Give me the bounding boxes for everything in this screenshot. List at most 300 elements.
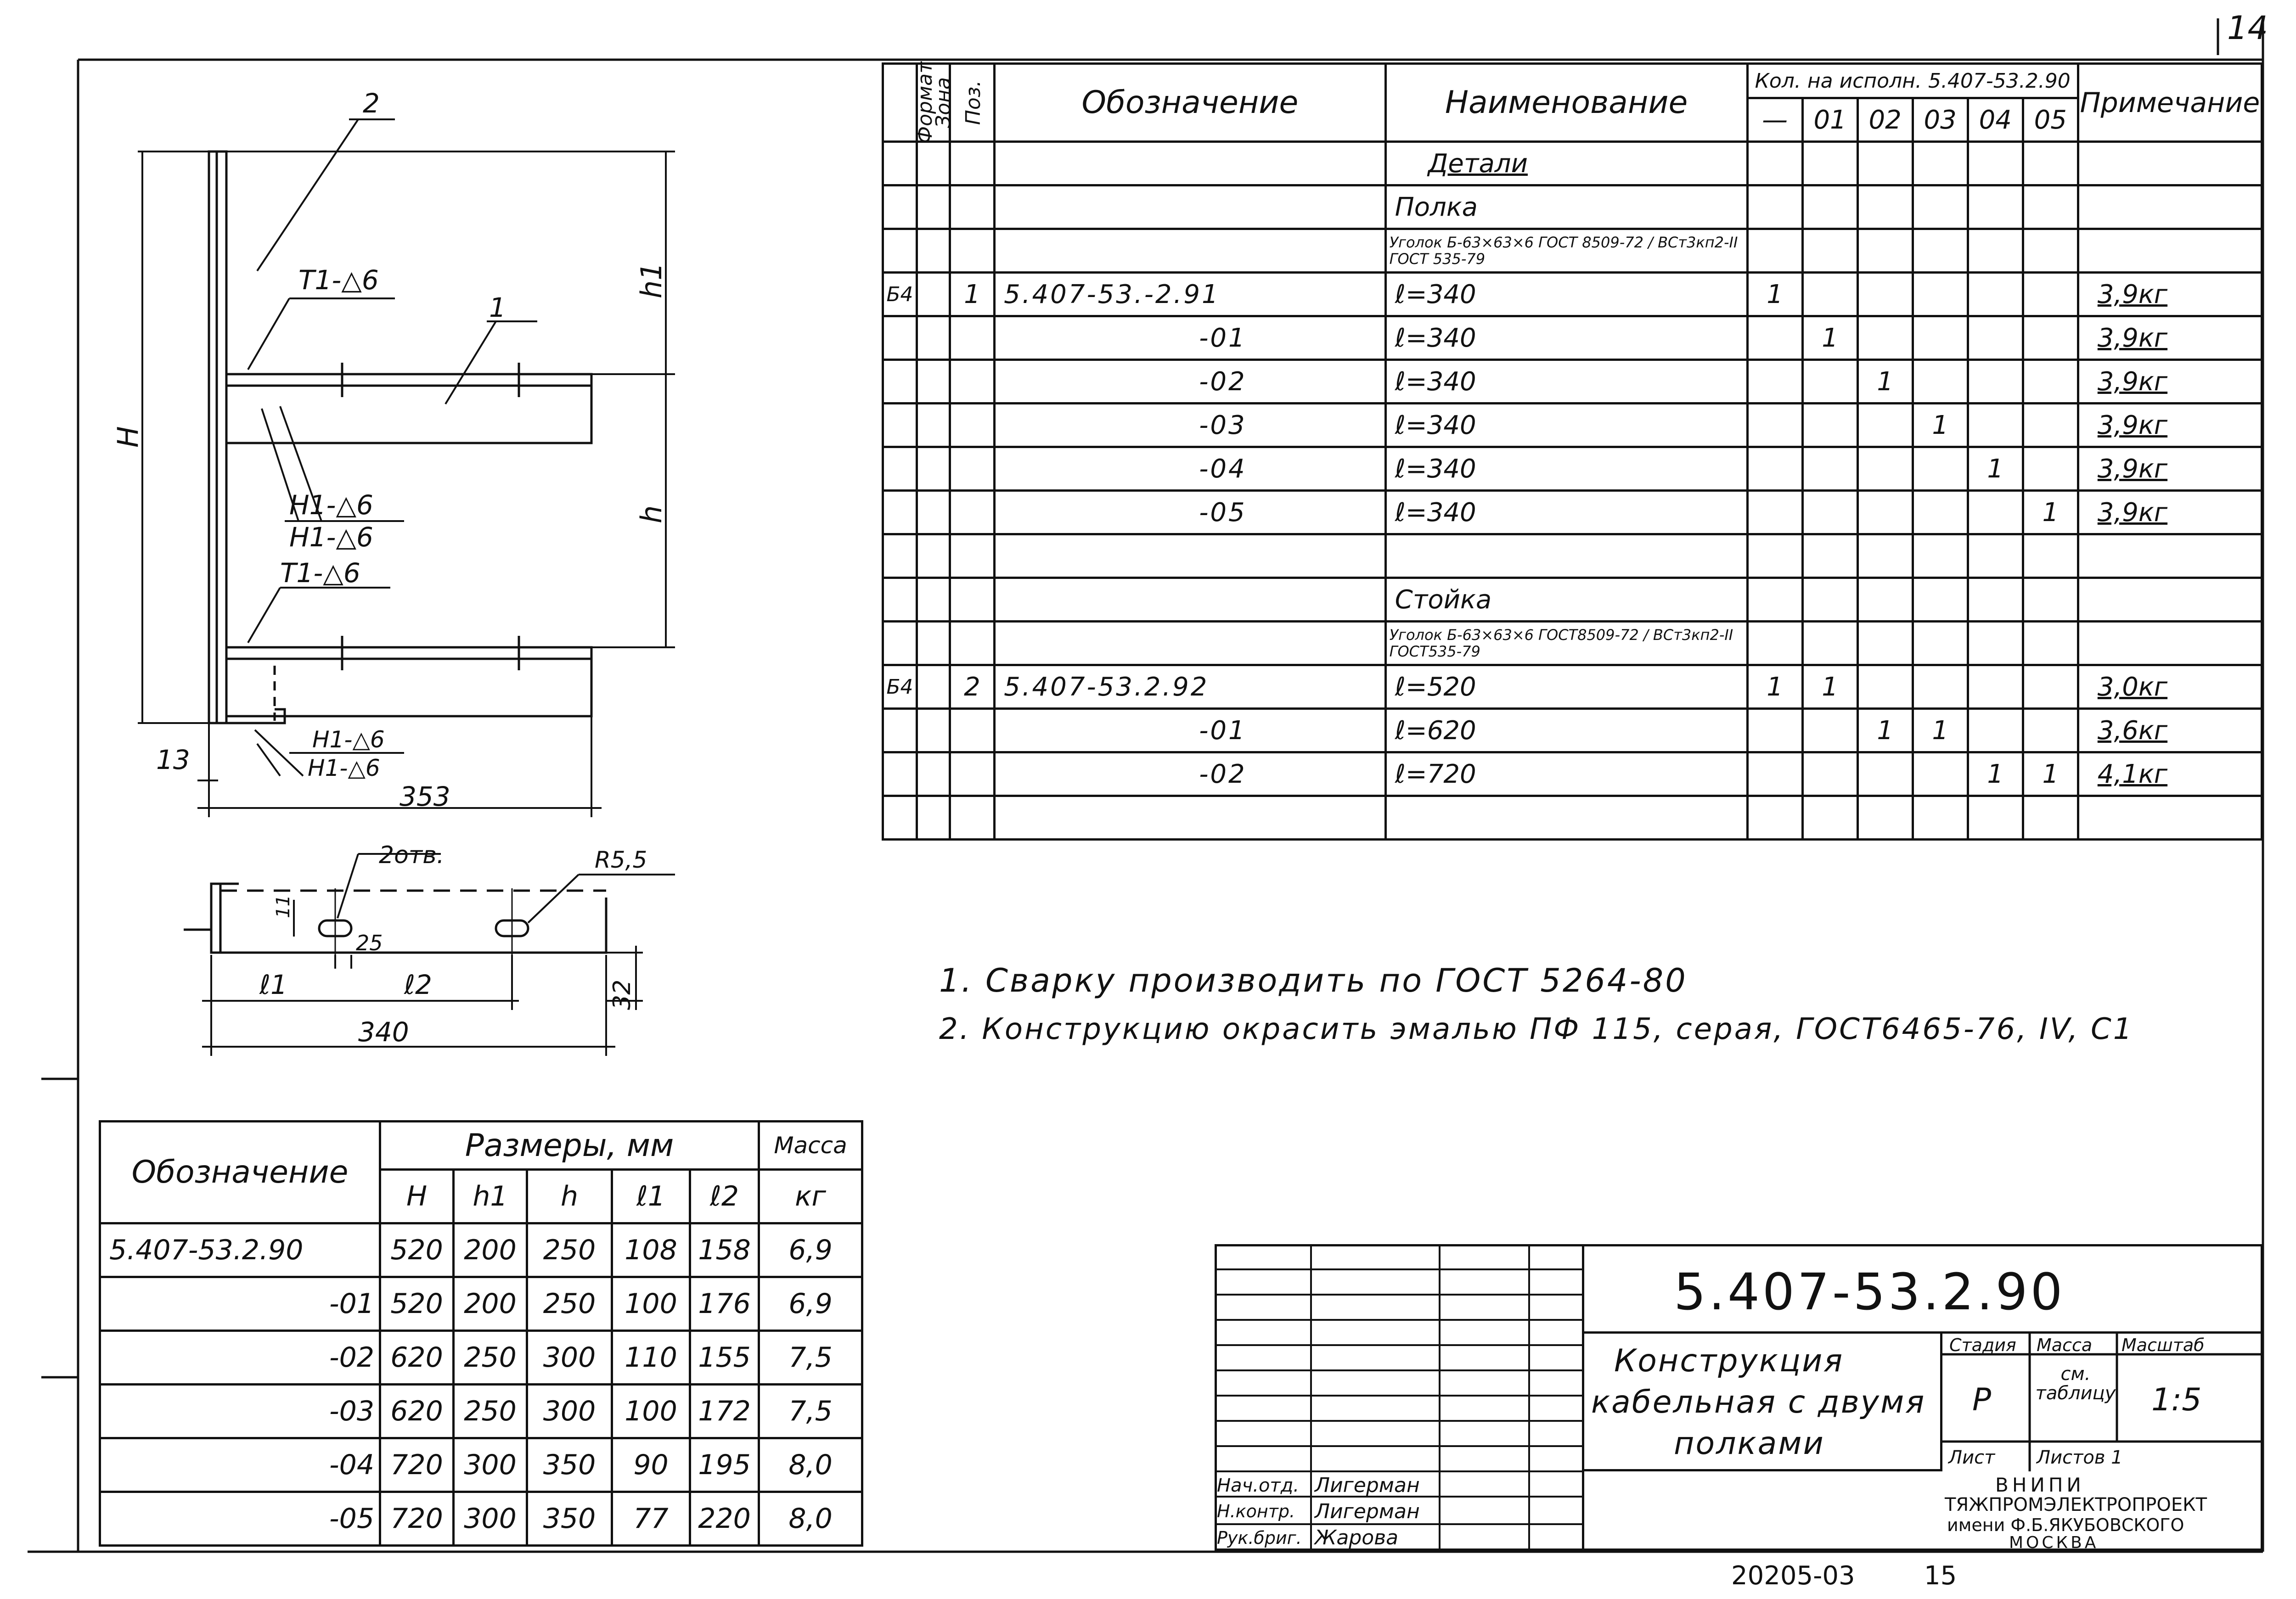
- spec-qty-cell: [1802, 796, 1857, 840]
- spec-note-cell: 3,9кг: [2078, 273, 2262, 316]
- spec-pos-cell: [950, 316, 994, 360]
- spec-qty-cell: [1968, 360, 2023, 404]
- spec-qty-cell: [2023, 185, 2078, 229]
- col-note-header: Примечание: [2078, 64, 2262, 142]
- spec-qty-cell: [1913, 273, 1968, 316]
- pos-2-label: 2: [363, 88, 380, 119]
- spec-qty-cell: [1802, 534, 1857, 578]
- dims-value-cell: 350: [527, 1492, 612, 1546]
- page-number: 15: [1924, 1561, 1957, 1591]
- dims-value-cell: 77: [612, 1492, 690, 1546]
- spec-format-cell: Б4: [883, 665, 917, 709]
- spec-qty-cell: [1913, 142, 1968, 185]
- dims-col-h1: h1: [454, 1170, 527, 1223]
- spec-name-cell: Полка: [1385, 185, 1747, 229]
- spec-pos-cell: [950, 142, 994, 185]
- spec-qty-cell: [1913, 185, 1968, 229]
- weld-t1-top-label: Т1-△6: [298, 264, 379, 296]
- spec-format-cell: [883, 229, 917, 273]
- org-line-2: ТЯЖПРОМЭЛЕКТРОПРОЕКТ: [1945, 1494, 2207, 1515]
- col-designation-header: Обозначение: [995, 64, 1386, 142]
- spec-qty-cell: [1913, 534, 1968, 578]
- spec-pos-cell: [950, 360, 994, 404]
- spec-format-cell: [883, 752, 917, 796]
- dims-row: [100, 1277, 862, 1331]
- spec-note-cell: [2078, 229, 2262, 273]
- spec-pos-cell: [950, 796, 994, 840]
- spec-pos-cell: [950, 622, 994, 665]
- spec-zone-cell: [917, 534, 950, 578]
- signer-name-3: Жарова: [1315, 1526, 1399, 1549]
- spec-zone-cell: [917, 578, 950, 622]
- dims-value-cell: 300: [527, 1331, 612, 1385]
- spec-zone-cell: [917, 316, 950, 360]
- spec-row: [883, 316, 2262, 360]
- spec-note-cell: [2078, 142, 2262, 185]
- spec-zone-cell: [917, 360, 950, 404]
- spec-format-cell: [883, 534, 917, 578]
- spec-row: [883, 752, 2262, 796]
- spec-qty-cell: [1968, 665, 2023, 709]
- dims-value-cell: 176: [690, 1277, 759, 1331]
- dims-value-cell: 300: [527, 1385, 612, 1438]
- dim-h1-label: h1: [635, 262, 668, 298]
- spec-name-cell: ℓ=620: [1385, 709, 1747, 752]
- document-code: 5.407-53.2.90: [1674, 1262, 2065, 1321]
- spec-qty-cell: [1747, 447, 1802, 491]
- spec-qty-cell: [1968, 578, 2023, 622]
- weld-h1-label-d: Н1-△6: [308, 755, 380, 781]
- dims-value-cell: 300: [454, 1492, 527, 1546]
- qty-col-04: 04: [1968, 98, 2023, 142]
- col-qty-header: Кол. на исполн. 5.407-53.2.90: [1747, 64, 2078, 98]
- scale-label: Масштаб: [2122, 1335, 2205, 1355]
- signer-role-3: Рук.бриг.: [1217, 1528, 1302, 1548]
- sheet-number: 14: [2227, 9, 2268, 47]
- spec-qty-cell: [1747, 578, 1802, 622]
- spec-pos-cell: [950, 709, 994, 752]
- spec-qty-cell: [1747, 752, 1802, 796]
- spec-qty-cell: [1857, 534, 1913, 578]
- spec-qty-cell: [1802, 752, 1857, 796]
- dims-sizes-header: Размеры, мм: [380, 1122, 759, 1170]
- spec-name-cell: Уголок Б-63×63×6 ГОСТ 8509-72 / ВСт3кп2-II ГОСТ 535-79: [1385, 229, 1747, 273]
- spec-qty-cell: 1: [1802, 665, 1857, 709]
- spec-designation-cell: [995, 622, 1386, 665]
- sheet-label: Лист: [1948, 1447, 1995, 1468]
- dims-mass-cell: 7,5: [759, 1331, 862, 1385]
- dims-value-cell: 620: [380, 1385, 454, 1438]
- col-format-header: Формат: [883, 64, 917, 142]
- spec-qty-cell: [1747, 491, 1802, 534]
- signer-role-1: Нач.отд.: [1217, 1475, 1300, 1496]
- spec-qty-cell: [1857, 491, 1913, 534]
- pos-1-label: 1: [489, 292, 506, 323]
- spec-format-cell: [883, 316, 917, 360]
- spec-qty-cell: [1968, 709, 2023, 752]
- dims-value-cell: 100: [612, 1385, 690, 1438]
- dims-value-cell: 158: [690, 1223, 759, 1277]
- spec-designation-cell: 5.407-53.2.92: [995, 665, 1386, 709]
- specification-table: [882, 62, 2263, 841]
- post-part: [209, 151, 226, 723]
- spec-qty-cell: 1: [1747, 665, 1802, 709]
- spec-name-cell: [1385, 796, 1747, 840]
- spec-qty-cell: [2023, 316, 2078, 360]
- spec-qty-cell: 1: [1857, 709, 1913, 752]
- dim-l1-label: ℓ1: [259, 969, 287, 1000]
- spec-qty-cell: [1913, 229, 1968, 273]
- spec-qty-cell: [1968, 185, 2023, 229]
- spec-qty-cell: 1: [1802, 316, 1857, 360]
- spec-qty-cell: [2023, 534, 2078, 578]
- spec-name-cell: ℓ=340: [1385, 273, 1747, 316]
- dimensions-rows: [100, 1223, 862, 1546]
- mass-label: Масса: [2037, 1335, 2093, 1355]
- spec-qty-cell: [1968, 534, 2023, 578]
- spec-name-cell: Уголок Б-63×63×6 ГОСТ8509-72 / ВСт3кп2-II ГОСТ535-79: [1385, 622, 1747, 665]
- spec-qty-cell: [1857, 447, 1913, 491]
- spec-qty-cell: [2023, 622, 2078, 665]
- dims-value-cell: 250: [454, 1385, 527, 1438]
- spec-name-cell: ℓ=720: [1385, 752, 1747, 796]
- spec-qty-cell: [2023, 447, 2078, 491]
- mass-value: см. таблицу: [2035, 1363, 2116, 1404]
- spec-row: [883, 360, 2262, 404]
- spec-qty-cell: [2023, 709, 2078, 752]
- spec-pos-cell: [950, 491, 994, 534]
- spec-note-cell: [2078, 578, 2262, 622]
- spec-format-cell: [883, 360, 917, 404]
- spec-designation-cell: [995, 796, 1386, 840]
- dims-mass-cell: 7,5: [759, 1385, 862, 1438]
- spec-qty-cell: [1747, 709, 1802, 752]
- col-zone-header: Зона: [917, 64, 950, 142]
- spec-format-cell: [883, 185, 917, 229]
- spec-qty-cell: [1857, 229, 1913, 273]
- spec-qty-cell: [1802, 491, 1857, 534]
- dims-mass-cell: 8,0: [759, 1492, 862, 1546]
- spec-name-cell: Детали: [1385, 142, 1747, 185]
- spec-qty-cell: [1747, 404, 1802, 447]
- dims-designation-header: Обозначение: [100, 1122, 380, 1223]
- spec-note-cell: [2078, 185, 2262, 229]
- spec-designation-cell: -04: [995, 447, 1386, 491]
- spec-row: [883, 578, 2262, 622]
- spec-qty-cell: [1747, 360, 1802, 404]
- dims-designation-cell: -04: [100, 1438, 380, 1492]
- spec-qty-cell: [2023, 229, 2078, 273]
- spec-qty-cell: [2023, 578, 2078, 622]
- spec-qty-cell: [1913, 752, 1968, 796]
- dims-row: [100, 1223, 862, 1277]
- spec-qty-cell: [1968, 142, 2023, 185]
- spec-qty-cell: 1: [2023, 752, 2078, 796]
- dim-353-label: 353: [400, 781, 450, 812]
- qty-col-05: 05: [2023, 98, 2078, 142]
- sheets-label: Листов 1: [2037, 1447, 2123, 1468]
- stage-label: Стадия: [1949, 1335, 2016, 1355]
- lower-shelf-part: [226, 636, 591, 723]
- spec-qty-cell: 1: [2023, 491, 2078, 534]
- dim-H-label: Н: [111, 426, 145, 448]
- spec-qty-cell: 1: [1913, 709, 1968, 752]
- spec-note-cell: 3,9кг: [2078, 491, 2262, 534]
- dims-value-cell: 172: [690, 1385, 759, 1438]
- spec-qty-cell: 1: [1747, 273, 1802, 316]
- spec-zone-cell: [917, 142, 950, 185]
- spec-qty-cell: [1857, 578, 1913, 622]
- dims-value-cell: 100: [612, 1277, 690, 1331]
- spec-qty-cell: [1747, 534, 1802, 578]
- spec-qty-cell: 1: [1857, 360, 1913, 404]
- spec-qty-cell: [2023, 796, 2078, 840]
- dims-mass-cell: 8,0: [759, 1438, 862, 1492]
- spec-name-cell: ℓ=340: [1385, 360, 1747, 404]
- specification-rows: [883, 142, 2262, 840]
- signer-role-2: Н.контр.: [1217, 1501, 1295, 1521]
- spec-qty-cell: [1747, 316, 1802, 360]
- dims-value-cell: 220: [690, 1492, 759, 1546]
- dims-row: [100, 1331, 862, 1385]
- dims-value-cell: 200: [454, 1277, 527, 1331]
- spec-zone-cell: [917, 796, 950, 840]
- spec-qty-cell: [1802, 709, 1857, 752]
- note-2: 2. Конструкцию окрасить эмалью ПФ 115, серая, ГОСТ6465-76, IV, C1: [939, 1012, 2134, 1046]
- dims-value-cell: 300: [454, 1438, 527, 1492]
- weld-h1-label-a: Н1-△6: [289, 489, 373, 521]
- spec-note-cell: 3,9кг: [2078, 404, 2262, 447]
- spec-qty-cell: [1857, 404, 1913, 447]
- spec-note-cell: [2078, 622, 2262, 665]
- spec-format-cell: [883, 447, 917, 491]
- spec-name-cell: [1385, 534, 1747, 578]
- spec-designation-cell: -05: [995, 491, 1386, 534]
- radius-label: R5,5: [595, 847, 647, 873]
- dimensions-table: [99, 1120, 863, 1547]
- spec-qty-cell: [1913, 491, 1968, 534]
- dim-l2-label: ℓ2: [404, 969, 432, 1000]
- spec-pos-cell: [950, 229, 994, 273]
- spec-note-cell: 4,1кг: [2078, 752, 2262, 796]
- dims-row: [100, 1492, 862, 1546]
- scale-value: 1:5: [2151, 1382, 2202, 1418]
- spec-format-cell: Б4: [883, 273, 917, 316]
- spec-row: [883, 185, 2262, 229]
- spec-zone-cell: [917, 709, 950, 752]
- dims-designation-cell: -03: [100, 1385, 380, 1438]
- dim-11-label: 11: [273, 895, 294, 918]
- col-pos-header: Поз.: [950, 64, 994, 142]
- spec-note-cell: 3,6кг: [2078, 709, 2262, 752]
- spec-qty-cell: [1802, 185, 1857, 229]
- spec-row: [883, 447, 2262, 491]
- spec-name-cell: Стойка: [1385, 578, 1747, 622]
- upper-shelf-part: [226, 363, 591, 443]
- spec-name-cell: ℓ=340: [1385, 316, 1747, 360]
- spec-designation-cell: 5.407-53.-2.91: [995, 273, 1386, 316]
- spec-qty-cell: [1913, 665, 1968, 709]
- spec-name-cell: ℓ=340: [1385, 491, 1747, 534]
- org-line-3: имени Ф.Б.ЯКУБОВСКОГО: [1947, 1515, 2184, 1535]
- leader-lines: [248, 119, 537, 776]
- spec-qty-cell: [1913, 622, 1968, 665]
- spec-designation-cell: -02: [995, 752, 1386, 796]
- org-line-4: МОСКВА: [2009, 1533, 2099, 1552]
- spec-zone-cell: [917, 185, 950, 229]
- spec-qty-cell: [1857, 752, 1913, 796]
- qty-col-01: 01: [1802, 98, 1857, 142]
- title-line-2: кабельная с двумя: [1591, 1384, 1926, 1420]
- spec-zone-cell: [917, 229, 950, 273]
- spec-designation-cell: [995, 142, 1386, 185]
- spec-qty-cell: [1968, 796, 2023, 840]
- signer-name-2: Лигерман: [1315, 1500, 1420, 1523]
- spec-qty-cell: [1968, 273, 2023, 316]
- spec-format-cell: [883, 709, 917, 752]
- dims-value-cell: 520: [380, 1277, 454, 1331]
- dims-mass-cell: 6,9: [759, 1277, 862, 1331]
- dims-mass-unit: кг: [759, 1170, 862, 1223]
- spec-qty-cell: [1857, 185, 1913, 229]
- spec-qty-cell: [1968, 316, 2023, 360]
- spec-zone-cell: [917, 622, 950, 665]
- dims-row: [100, 1438, 862, 1492]
- dims-value-cell: 520: [380, 1223, 454, 1277]
- spec-row: [883, 622, 2262, 665]
- dims-col-h: h: [527, 1170, 612, 1223]
- dims-designation-cell: -01: [100, 1277, 380, 1331]
- spec-name-cell: ℓ=340: [1385, 404, 1747, 447]
- spec-name-cell: ℓ=520: [1385, 665, 1747, 709]
- dim-h-label: h: [635, 505, 668, 523]
- spec-qty-cell: [2023, 360, 2078, 404]
- spec-note-cell: 3,9кг: [2078, 447, 2262, 491]
- spec-qty-cell: [1968, 622, 2023, 665]
- spec-qty-cell: [1747, 142, 1802, 185]
- dims-value-cell: 250: [527, 1223, 612, 1277]
- dim-340-label: 340: [358, 1016, 409, 1048]
- spec-pos-cell: [950, 534, 994, 578]
- spec-qty-cell: 1: [1968, 752, 2023, 796]
- spec-qty-cell: [1913, 578, 1968, 622]
- dims-value-cell: 350: [527, 1438, 612, 1492]
- org-line-1: ВНИПИ: [1995, 1474, 2085, 1496]
- spec-pos-cell: [950, 447, 994, 491]
- spec-note-cell: [2078, 796, 2262, 840]
- dims-row: [100, 1385, 862, 1438]
- spec-row: [883, 665, 2262, 709]
- spec-row: [883, 404, 2262, 447]
- dims-value-cell: 250: [527, 1277, 612, 1331]
- dim-13-label: 13: [156, 744, 190, 775]
- spec-designation-cell: [995, 229, 1386, 273]
- qty-col-03: 03: [1913, 98, 1968, 142]
- dims-value-cell: 250: [454, 1331, 527, 1385]
- spec-designation-cell: -01: [995, 709, 1386, 752]
- dims-value-cell: 155: [690, 1331, 759, 1385]
- spec-qty-cell: [1802, 360, 1857, 404]
- spec-format-cell: [883, 142, 917, 185]
- spec-qty-cell: [2023, 142, 2078, 185]
- qty-col-02: 02: [1857, 98, 1913, 142]
- spec-note-cell: 3,9кг: [2078, 360, 2262, 404]
- spec-row: [883, 796, 2262, 840]
- spec-designation-cell: [995, 578, 1386, 622]
- weld-h1-label-c: Н1-△6: [312, 726, 385, 753]
- dim-32-label: 32: [608, 979, 636, 1010]
- spec-qty-cell: [2023, 273, 2078, 316]
- spec-row: [883, 229, 2262, 273]
- spec-designation-cell: -01: [995, 316, 1386, 360]
- spec-qty-cell: [1802, 622, 1857, 665]
- spec-qty-cell: [1913, 316, 1968, 360]
- title-line-1: Конструкция: [1614, 1343, 1844, 1379]
- spec-qty-cell: [1802, 273, 1857, 316]
- spec-designation-cell: -03: [995, 404, 1386, 447]
- dims-mass-header: Масса: [759, 1122, 862, 1170]
- dims-value-cell: 720: [380, 1492, 454, 1546]
- spec-qty-cell: [1802, 447, 1857, 491]
- dims-col-l1: ℓ1: [612, 1170, 690, 1223]
- shelf-detail-view: [184, 854, 675, 1056]
- spec-row: [883, 142, 2262, 185]
- spec-qty-cell: [1913, 447, 1968, 491]
- dims-value-cell: 620: [380, 1331, 454, 1385]
- spec-designation-cell: -02: [995, 360, 1386, 404]
- spec-qty-cell: [1968, 229, 2023, 273]
- stage-value: Р: [1972, 1382, 1992, 1418]
- spec-qty-cell: [1913, 360, 1968, 404]
- archive-number: 20205-03: [1731, 1561, 1855, 1591]
- spec-zone-cell: [917, 665, 950, 709]
- dims-col-H: Н: [380, 1170, 454, 1223]
- spec-format-cell: [883, 796, 917, 840]
- spec-qty-cell: [2023, 665, 2078, 709]
- spec-qty-cell: [1747, 185, 1802, 229]
- spec-note-cell: [2078, 534, 2262, 578]
- spec-pos-cell: [950, 185, 994, 229]
- dim-25-label: 25: [356, 931, 383, 955]
- spec-qty-cell: [1913, 796, 1968, 840]
- spec-zone-cell: [917, 491, 950, 534]
- spec-zone-cell: [917, 404, 950, 447]
- spec-qty-cell: [1857, 796, 1913, 840]
- spec-row: [883, 709, 2262, 752]
- holes-label: 2отв.: [379, 842, 445, 869]
- col-name-header: Наименование: [1385, 64, 1747, 142]
- spec-pos-cell: [950, 752, 994, 796]
- spec-row: [883, 491, 2262, 534]
- dims-value-cell: 110: [612, 1331, 690, 1385]
- spec-note-cell: 3,0кг: [2078, 665, 2262, 709]
- spec-pos-cell: 1: [950, 273, 994, 316]
- spec-format-cell: [883, 491, 917, 534]
- spec-designation-cell: [995, 534, 1386, 578]
- spec-qty-cell: [1968, 404, 2023, 447]
- spec-pos-cell: [950, 404, 994, 447]
- spec-qty-cell: [1747, 796, 1802, 840]
- spec-qty-cell: [1747, 229, 1802, 273]
- spec-qty-cell: [1802, 229, 1857, 273]
- qty-col-base: —: [1747, 98, 1802, 142]
- dims-designation-cell: 5.407-53.2.90: [100, 1223, 380, 1277]
- dims-designation-cell: -05: [100, 1492, 380, 1546]
- spec-name-cell: ℓ=340: [1385, 447, 1747, 491]
- signer-name-1: Лигерман: [1315, 1474, 1420, 1497]
- spec-row: [883, 534, 2262, 578]
- dims-value-cell: 90: [612, 1438, 690, 1492]
